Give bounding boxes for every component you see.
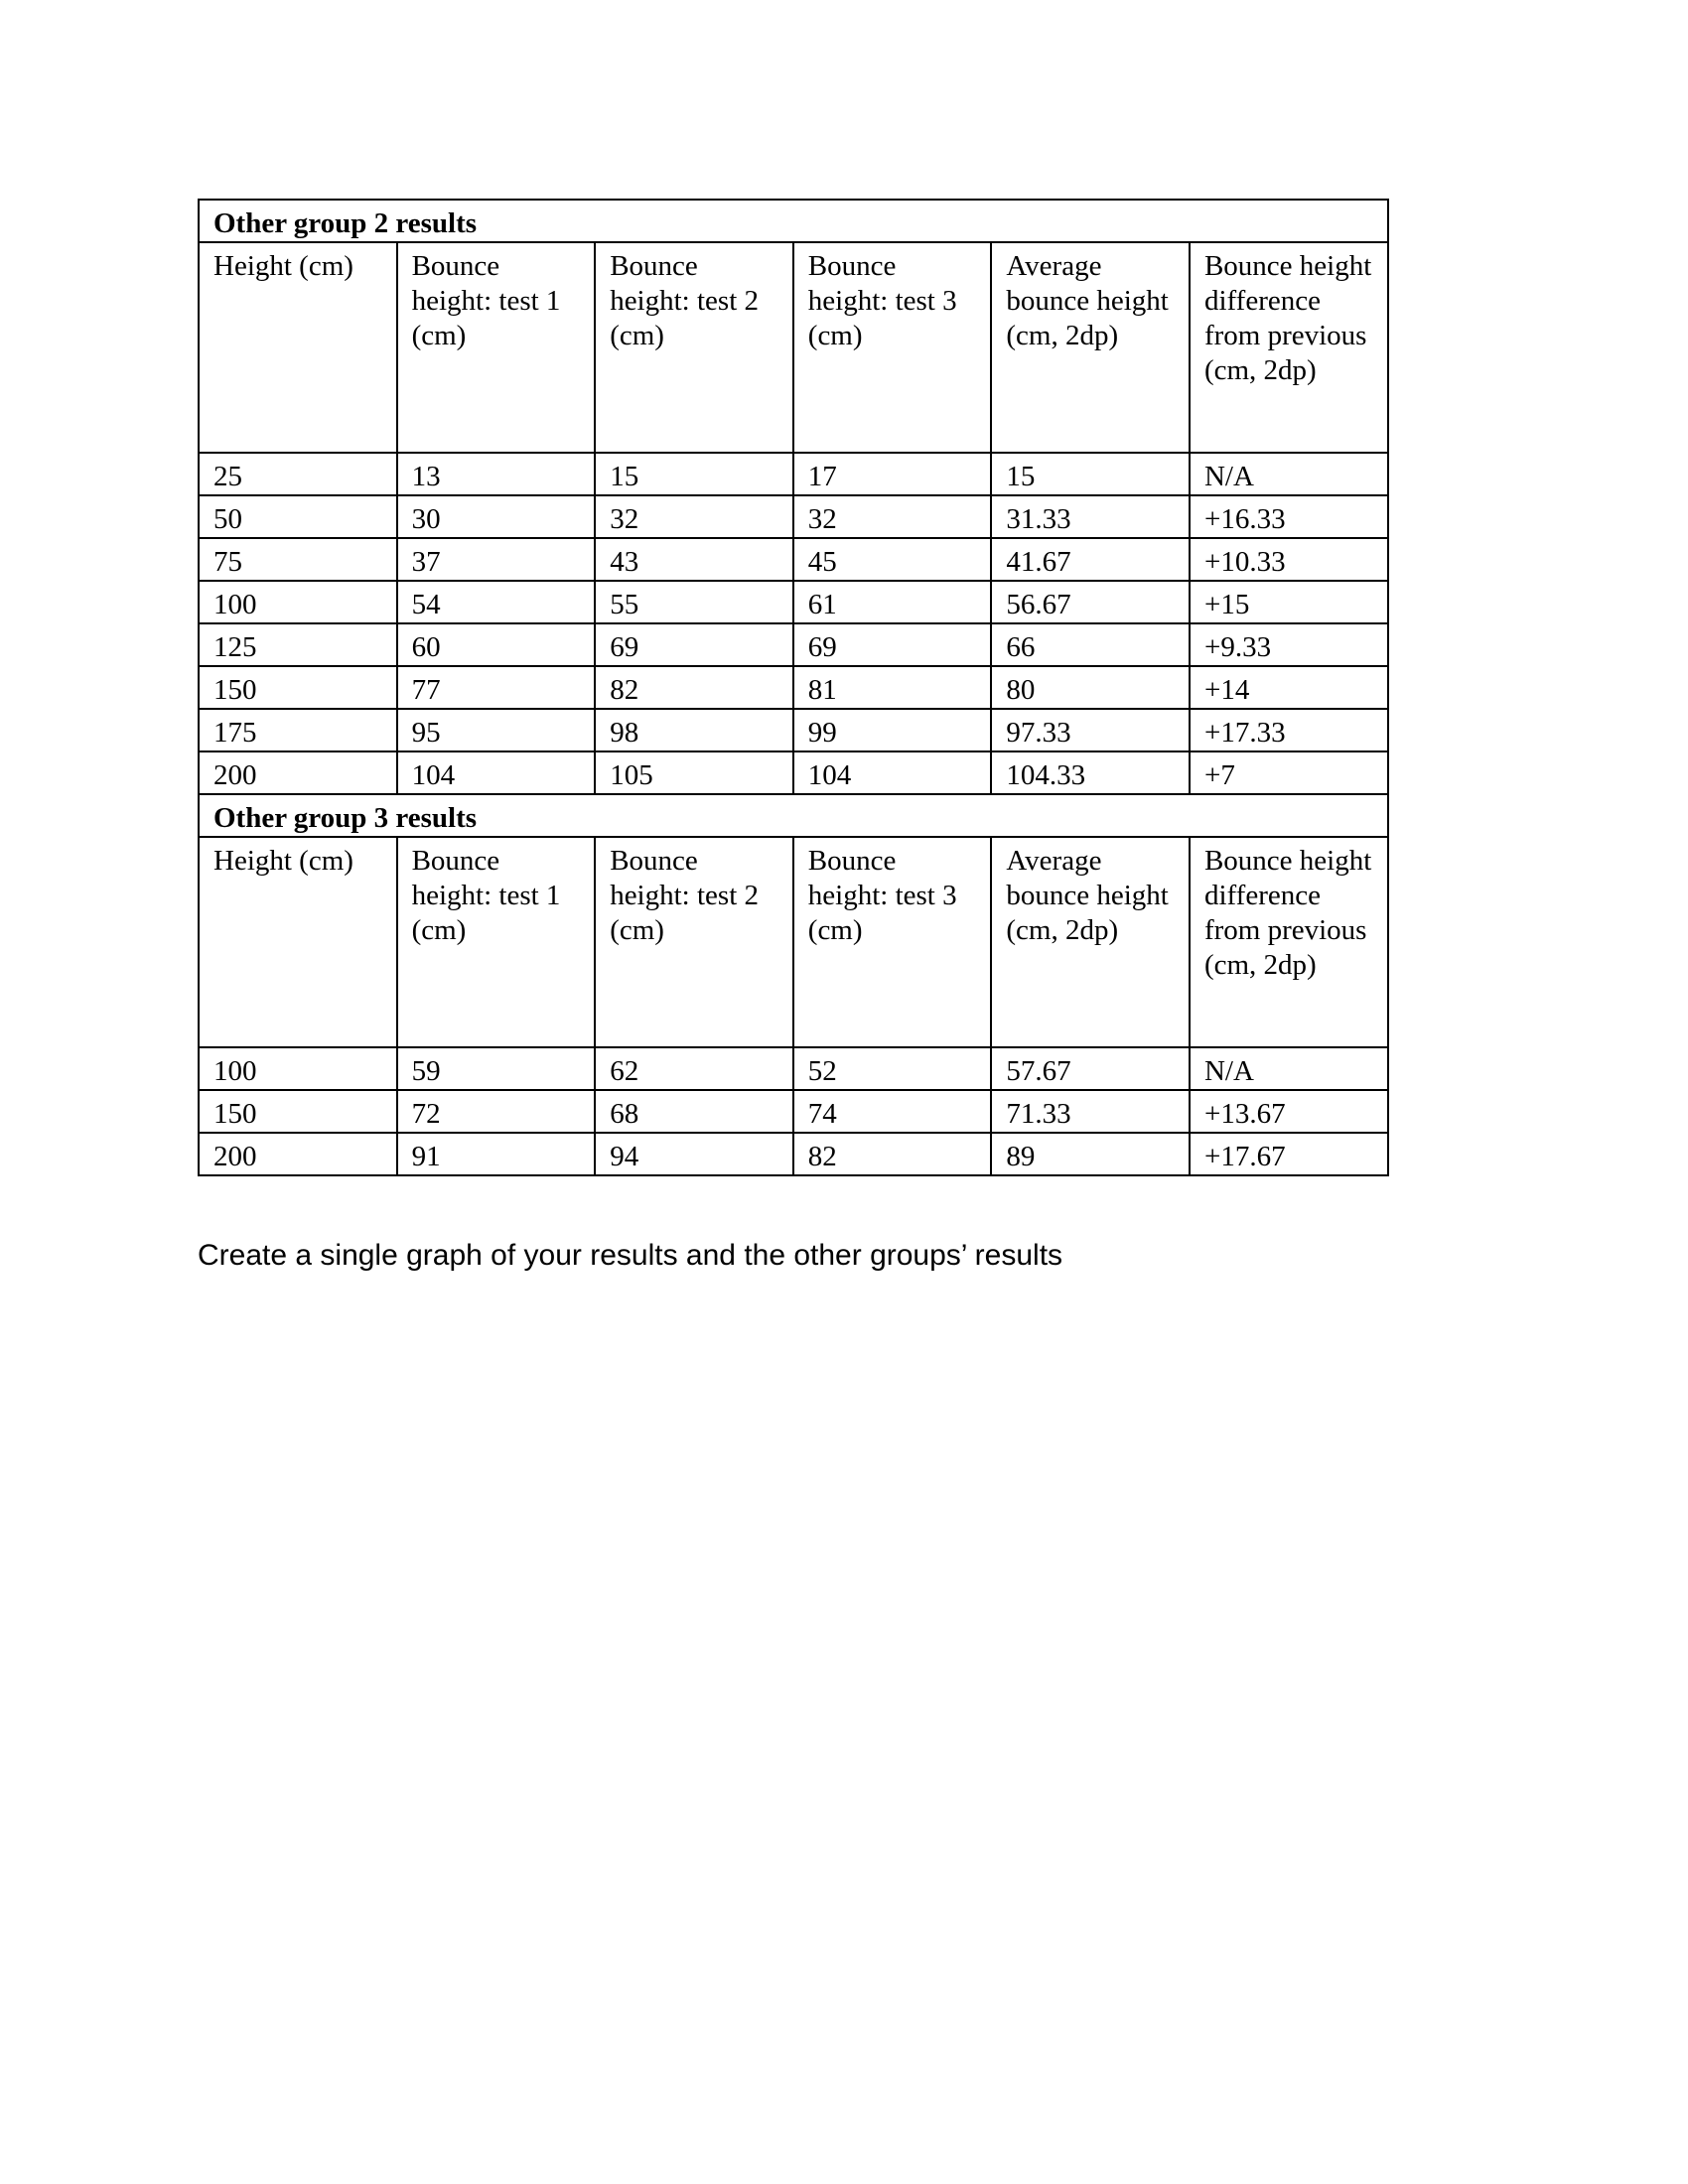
- table-cell: 77: [397, 666, 596, 709]
- table-cell: +9.33: [1190, 623, 1388, 666]
- column-header-row: [199, 242, 1388, 453]
- column-header: Bounce height: test 1 (cm): [397, 242, 596, 453]
- table-cell: 30: [397, 495, 596, 538]
- table-cell: 37: [397, 538, 596, 581]
- table-row: [199, 581, 1388, 623]
- table-cell: 32: [793, 495, 992, 538]
- table-row: [199, 538, 1388, 581]
- table-cell: 82: [595, 666, 793, 709]
- table-cell: +10.33: [1190, 538, 1388, 581]
- graph-instruction: Create a single graph of your results and the other groups’ results: [198, 1239, 1063, 1272]
- column-header: Bounce height difference from previous (cm, 2dp): [1190, 837, 1388, 1047]
- table-cell: 99: [793, 709, 992, 751]
- table-cell: 59: [397, 1047, 596, 1090]
- column-header: Bounce height: test 2 (cm): [595, 242, 793, 453]
- group-title: Other group 3 results: [199, 794, 1388, 837]
- table-cell: 32: [595, 495, 793, 538]
- table-cell: 150: [199, 666, 397, 709]
- table-cell: 31.33: [991, 495, 1190, 538]
- table-cell: 52: [793, 1047, 992, 1090]
- table-cell: N/A: [1190, 1047, 1388, 1090]
- table-cell: 69: [595, 623, 793, 666]
- table-cell: 104: [397, 751, 596, 794]
- table-cell: 75: [199, 538, 397, 581]
- table-cell: 71.33: [991, 1090, 1190, 1133]
- column-header: Average bounce height (cm, 2dp): [991, 242, 1190, 453]
- table-cell: 55: [595, 581, 793, 623]
- column-header: Height (cm): [199, 242, 397, 453]
- table-cell: 98: [595, 709, 793, 751]
- results-table-body: [199, 200, 1388, 1175]
- table-cell: 17: [793, 453, 992, 495]
- column-header: Average bounce height (cm, 2dp): [991, 837, 1190, 1047]
- table-cell: +15: [1190, 581, 1388, 623]
- column-header-row: [199, 837, 1388, 1047]
- table-cell: 175: [199, 709, 397, 751]
- table-cell: 61: [793, 581, 992, 623]
- table-row: [199, 453, 1388, 495]
- table-cell: 45: [793, 538, 992, 581]
- table-cell: +7: [1190, 751, 1388, 794]
- table-cell: 13: [397, 453, 596, 495]
- table-cell: 150: [199, 1090, 397, 1133]
- group-title-row: [199, 200, 1388, 242]
- table-cell: 80: [991, 666, 1190, 709]
- table-cell: 66: [991, 623, 1190, 666]
- table-cell: 25: [199, 453, 397, 495]
- table-row: [199, 666, 1388, 709]
- table-cell: 125: [199, 623, 397, 666]
- group-title-row: [199, 794, 1388, 837]
- table-cell: 91: [397, 1133, 596, 1175]
- table-cell: 104: [793, 751, 992, 794]
- table-cell: 81: [793, 666, 992, 709]
- table-cell: 97.33: [991, 709, 1190, 751]
- column-header: Bounce height: test 3 (cm): [793, 242, 992, 453]
- results-table: [198, 199, 1389, 1176]
- table-cell: 57.67: [991, 1047, 1190, 1090]
- table-row: [199, 1133, 1388, 1175]
- table-cell: 94: [595, 1133, 793, 1175]
- column-header: Bounce height: test 2 (cm): [595, 837, 793, 1047]
- table-cell: 69: [793, 623, 992, 666]
- table-cell: 54: [397, 581, 596, 623]
- table-cell: 100: [199, 581, 397, 623]
- table-cell: 15: [991, 453, 1190, 495]
- table-cell: +16.33: [1190, 495, 1388, 538]
- table-cell: 62: [595, 1047, 793, 1090]
- table-cell: 15: [595, 453, 793, 495]
- table-cell: +14: [1190, 666, 1388, 709]
- table-cell: 200: [199, 751, 397, 794]
- table-cell: 56.67: [991, 581, 1190, 623]
- table-cell: 104.33: [991, 751, 1190, 794]
- table-cell: 43: [595, 538, 793, 581]
- table-cell: +17.67: [1190, 1133, 1388, 1175]
- table-cell: 74: [793, 1090, 992, 1133]
- table-cell: +13.67: [1190, 1090, 1388, 1133]
- table-cell: 100: [199, 1047, 397, 1090]
- table-cell: 82: [793, 1133, 992, 1175]
- table-cell: 105: [595, 751, 793, 794]
- column-header: Bounce height: test 3 (cm): [793, 837, 992, 1047]
- table-cell: 95: [397, 709, 596, 751]
- table-row: [199, 1090, 1388, 1133]
- table-cell: 200: [199, 1133, 397, 1175]
- table-cell: N/A: [1190, 453, 1388, 495]
- column-header: Bounce height difference from previous (cm, 2dp): [1190, 242, 1388, 453]
- table-row: [199, 709, 1388, 751]
- table-cell: 72: [397, 1090, 596, 1133]
- table-cell: 68: [595, 1090, 793, 1133]
- table-cell: 60: [397, 623, 596, 666]
- table-row: [199, 495, 1388, 538]
- table-cell: 89: [991, 1133, 1190, 1175]
- table-cell: +17.33: [1190, 709, 1388, 751]
- table-cell: 50: [199, 495, 397, 538]
- group-title: Other group 2 results: [199, 200, 1388, 242]
- table-row: [199, 751, 1388, 794]
- column-header: Bounce height: test 1 (cm): [397, 837, 596, 1047]
- table-row: [199, 623, 1388, 666]
- column-header: Height (cm): [199, 837, 397, 1047]
- table-row: [199, 1047, 1388, 1090]
- table-cell: 41.67: [991, 538, 1190, 581]
